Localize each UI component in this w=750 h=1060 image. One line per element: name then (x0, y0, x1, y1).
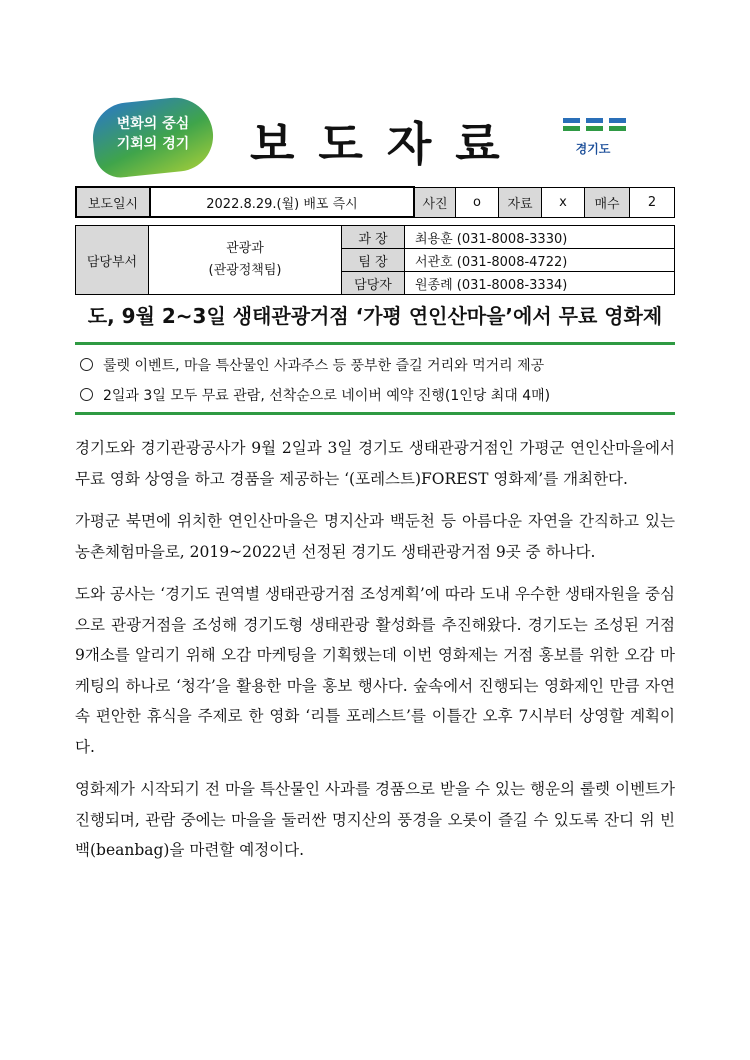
material-label: 자료 (499, 187, 542, 217)
material-value: x (542, 187, 585, 217)
body-paragraph: 영화제가 시작되기 전 마을 특산물인 사과를 경품으로 받을 수 있는 행운의 룰렛 이벤트가 진행되며, 관람 중에는 마을을 둘러싼 명지산의 풍경을 오롯이 즐길 수 있도록 잔디 위 빈백(beanbag)을 마련할 예정이다. (75, 780, 675, 859)
gyeonggi-logo-name: 경기도 (575, 142, 611, 156)
gyeonggi-emblem-icon (563, 118, 635, 136)
body-paragraph: 도와 공사는 ‘경기도 권역별 생태관광거점 조성계획’에 따라 도내 우수한 생태자원을 중심으로 관광거점을 조성해 경기도형 생태관광 활성화를 추진해왔다. 경기도는 조성된 거점 9개소를 알리기 위해 오감 마케팅을 기획했는데 이번 영화제는 거점 홍보를 위한 오감 마케팅의 하나로 ‘청각’을 활용한 마을 홍보 행사다. 숲속에서 진행되는 영화제인 만큼 자연 속 편안한 휴식을 주제로 한 영화 ‘리틀 포레스트’를 이틀간 오후 7시부터 상영할 계획이다. (75, 585, 675, 756)
headline-divider (75, 342, 675, 345)
summary-bullet (80, 381, 670, 411)
release-date-label: 보도일시 (76, 187, 150, 217)
release-date-value: 2022.8.29.(월) 배포 즉시 (150, 187, 414, 217)
body-paragraph: 경기도와 경기관광공사가 9월 2일과 3일 경기도 생태관광거점인 가평군 연인산마을에서 무료 영화 상영을 하고 경품을 제공하는 ‘(포레스트)FOREST 영화제’를 개최한다. (75, 439, 675, 488)
slogan-line-1: 변화의 중심 (116, 116, 190, 132)
summary-bullet (80, 351, 670, 381)
photo-label: 사진 (414, 187, 456, 217)
contact-role: 팀 장 (342, 249, 405, 272)
pages-label: 매수 (585, 187, 630, 217)
summary-bullet-text: 2일과 3일 모두 무료 관람, 선착순으로 네이버 예약 진행(1인당 최대 4매) (103, 388, 551, 404)
summary-bullets (80, 351, 670, 411)
department-label: 담당부서 (76, 226, 149, 295)
headline: 도, 9월 2~3일 생태관광거점 ‘가평 연인산마을’에서 무료 영화제 (87, 304, 663, 328)
contact-value: 서관호 (031-8008-4722) (405, 249, 675, 272)
department-value (149, 226, 342, 295)
department-table (75, 225, 675, 295)
release-info-table (75, 186, 675, 218)
gyeonggi-do-logo (563, 118, 635, 168)
contact-role: 과 장 (342, 226, 405, 249)
circle-bullet-icon (80, 358, 93, 371)
slogan-line-2: 기회의 경기 (116, 136, 190, 152)
contact-role: 담당자 (342, 272, 405, 295)
document-title: 보도자료 (250, 117, 524, 171)
circle-bullet-icon (80, 388, 93, 401)
photo-value: o (456, 187, 499, 217)
article-body (75, 433, 675, 878)
contact-value: 최용훈 (031-8008-3330) (405, 226, 675, 249)
department-name: 관광과 (226, 241, 264, 256)
body-paragraph: 가평군 북면에 위치한 연인산마을은 명지산과 백둔천 등 아름다운 자연을 간직하고 있는 농촌체험마을로, 2019~2022년 선정된 경기도 생태관광거점 9곳 중 하나다. (75, 512, 675, 561)
department-team: (관광정책팀) (208, 263, 282, 278)
summary-bullet-text: 룰렛 이벤트, 마을 특산물인 사과주스 등 풍부한 즐길 거리와 먹거리 제공 (103, 358, 545, 374)
gyeonggi-slogan-logo (93, 100, 213, 174)
pages-value: 2 (630, 187, 675, 217)
contact-value: 원종례 (031-8008-3334) (405, 272, 675, 295)
summary-divider (75, 412, 675, 415)
